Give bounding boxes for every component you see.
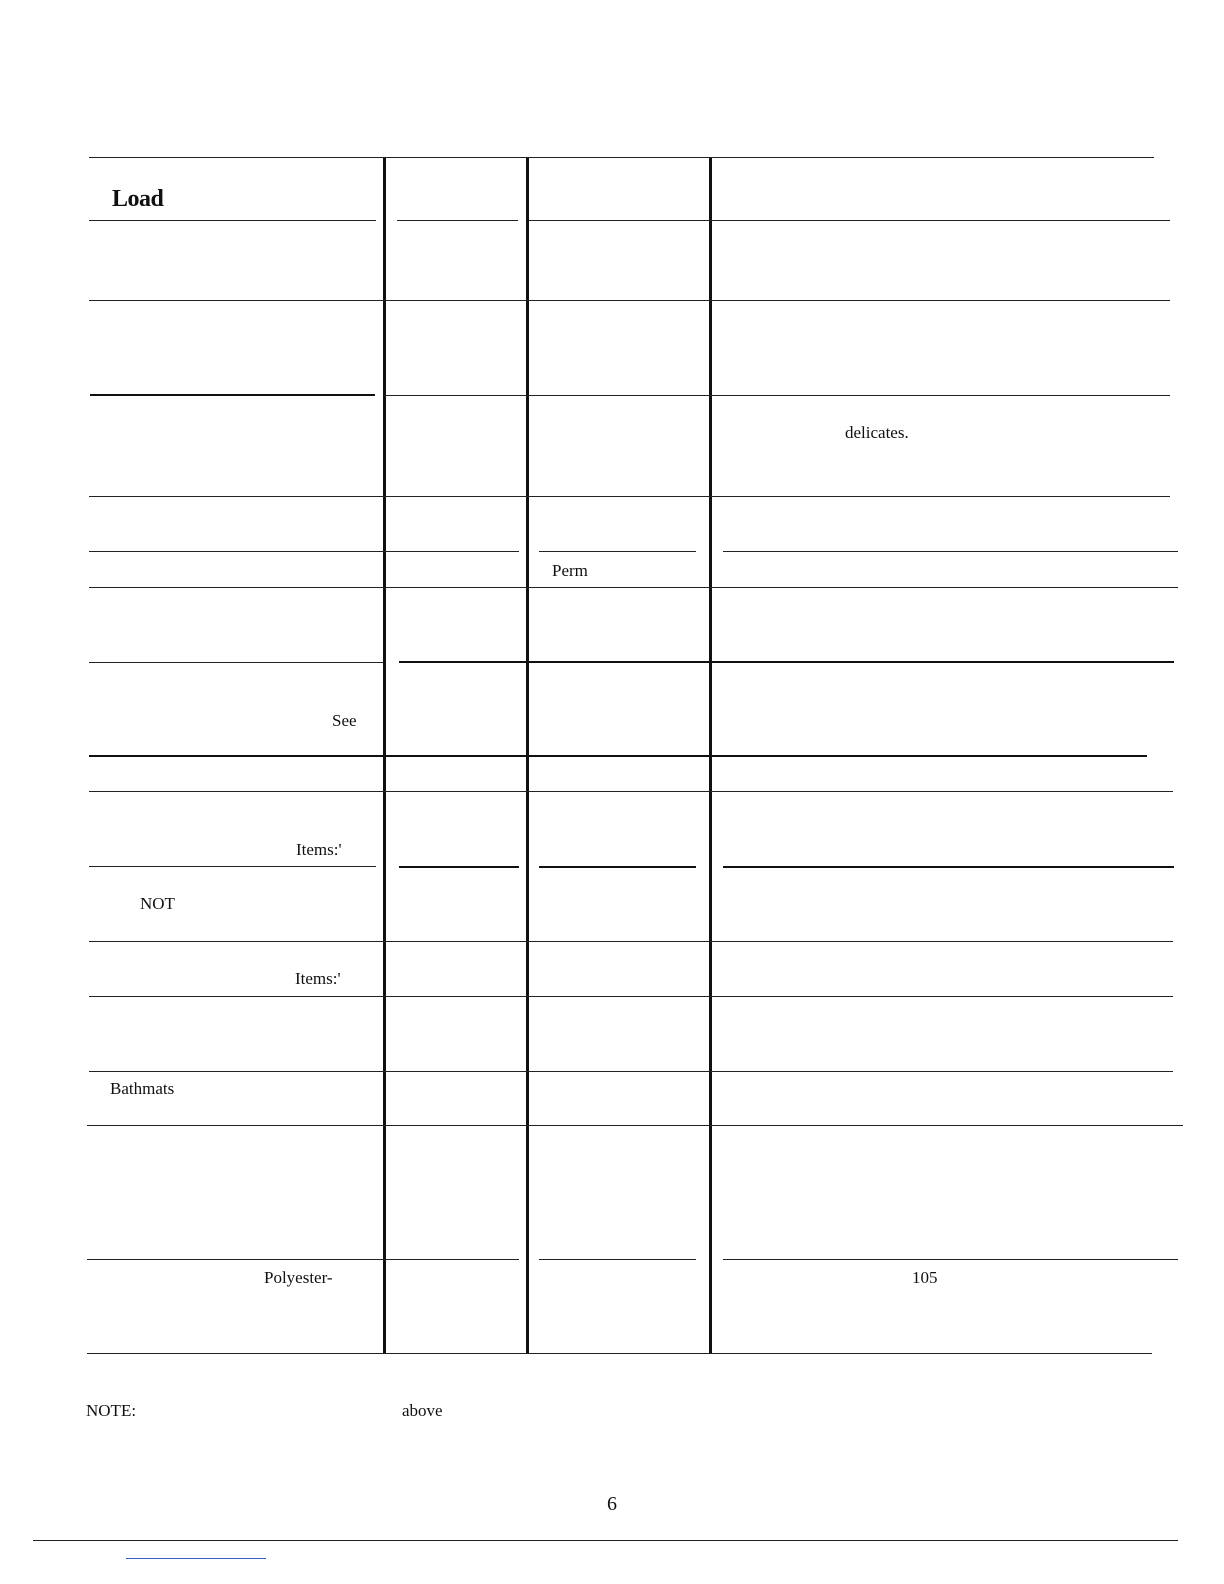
row-rule xyxy=(397,220,518,221)
row-rule xyxy=(89,755,1147,757)
row-rule xyxy=(723,1259,1178,1260)
cell-text-bathmats: Bathmats xyxy=(110,1079,175,1098)
cell-text-see: See xyxy=(332,711,357,730)
row-rule xyxy=(89,300,1170,301)
cell-text-105: 105 xyxy=(912,1268,938,1287)
row-rule xyxy=(90,394,375,396)
row-rule xyxy=(89,791,1173,792)
row-rule xyxy=(89,941,1173,942)
row-rule xyxy=(539,1259,696,1260)
row-rule xyxy=(399,661,1174,663)
row-rule xyxy=(529,220,1170,221)
cell-text-items: Items:' xyxy=(295,969,341,988)
row-rule xyxy=(723,551,1178,552)
footer-link-underline xyxy=(126,1558,266,1559)
row-rule xyxy=(89,220,376,221)
row-rule xyxy=(89,551,519,552)
row-rule xyxy=(539,866,696,868)
cell-text-delicates: delicates. xyxy=(845,423,909,442)
note-label: NOTE: xyxy=(86,1401,137,1420)
table-bottom-rule xyxy=(87,1353,1152,1354)
cell-text-items: Items:' xyxy=(296,840,342,859)
row-rule xyxy=(89,996,1173,997)
row-rule xyxy=(723,866,1174,868)
cell-text-not: NOT xyxy=(140,894,175,913)
footer-rule xyxy=(33,1540,1178,1541)
row-rule xyxy=(89,866,376,867)
note-text-above: above xyxy=(402,1401,443,1420)
cell-text-perm: Perm xyxy=(552,561,588,580)
row-rule xyxy=(399,866,519,868)
load-column-header: Load xyxy=(112,186,164,212)
row-rule xyxy=(87,1125,1183,1126)
row-rule xyxy=(384,395,1170,396)
row-rule xyxy=(89,1071,1173,1072)
cell-text-polyester: Polyester- xyxy=(264,1268,333,1287)
table-top-rule xyxy=(89,157,1154,158)
row-rule xyxy=(89,496,1170,497)
row-rule xyxy=(89,587,1178,588)
page-number: 6 xyxy=(607,1493,617,1515)
row-rule xyxy=(539,551,696,552)
row-rule xyxy=(87,1259,519,1260)
row-rule xyxy=(89,662,383,663)
